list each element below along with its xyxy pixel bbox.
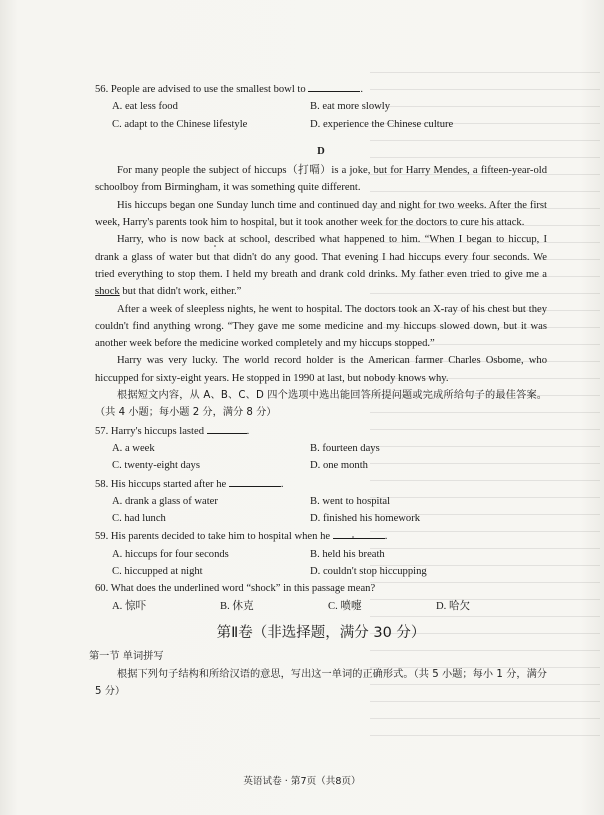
option: B. 休克 <box>220 600 254 612</box>
question-57: 57. Harry's hiccups lasted . <box>95 422 547 440</box>
q57-options-row-2 <box>95 457 547 474</box>
q59-options-row-2 <box>95 563 547 580</box>
underlined-word: shock <box>95 286 120 298</box>
answer-blank <box>333 527 385 539</box>
question-60: 60. What does the underlined word “shock” in this passage mean? <box>95 583 376 595</box>
passage-paragraph: Harry, who is now back at school, described what happened to him. “When I began to hiccup, I drank a glass of water but that didn't do any good. That evening I had hiccups every four seconds. We tried everything to stop them. I held my breath and drank cold drinks. My father even tried to give me a shock but that didn't work, either.” <box>95 234 547 298</box>
option: C. hiccupped at night <box>112 566 203 578</box>
q57-options-row-1 <box>95 440 547 457</box>
part-2-title: 第Ⅱ卷（非选择题，满分 30 分） <box>216 624 426 641</box>
section-letter: D <box>317 145 325 157</box>
option: C. twenty-eight days <box>112 460 200 472</box>
option: A. hiccups for four seconds <box>112 548 229 560</box>
option: A. 惊吓 <box>112 600 147 612</box>
section-instruction: 根据短文内容，从 A、B、C、D 四个选项中选出能回答所提问题或完成所给句子的最佳答案。（共 4 小题；每小题 2 分，满分 8 分） <box>95 390 547 419</box>
q56-options-row-1 <box>95 98 547 115</box>
option: B. eat more slowly <box>310 101 391 113</box>
option: C. had lunch <box>112 513 166 525</box>
question-56: 56. People are advised to use the smallest bowl to . <box>95 80 547 98</box>
option: D. couldn't stop hiccupping <box>310 566 427 578</box>
option: D. 哈欠 <box>436 600 471 612</box>
section-instruction: 根据下列句子结构和所给汉语的意思，写出这一单词的正确形式。（共 5 小题；每小 1 分，满分 5 分） <box>95 668 547 697</box>
q56-options-row-2 <box>95 116 547 133</box>
option: A. a week <box>112 442 155 454</box>
option: B. fourteen days <box>310 442 380 454</box>
answer-blank <box>308 80 360 92</box>
option: D. finished his homework <box>310 513 421 525</box>
passage-paragraph: Harry was very lucky. The world record holder is the American farmer Charles Osbome, who hiccupped for sixty-eight years. He stopped in 1990 at last, but nobody knows why. <box>95 355 547 384</box>
option: B. held his breath <box>310 548 385 560</box>
q58-options-row-1 <box>95 493 547 510</box>
answer-blank <box>207 422 247 434</box>
option: B. went to hospital <box>310 495 391 507</box>
option: D. one month <box>310 460 368 472</box>
section-heading: 第一节 单词拼写 <box>89 651 164 663</box>
page-footer: 英语试卷 · 第7页（共8页） <box>243 776 361 787</box>
option: C. 喷嚏 <box>328 600 362 612</box>
q58-options-row-2 <box>95 510 547 527</box>
passage-paragraph: His hiccups began one Sunday lunch time and continued day and night for two weeks. After the first week, Harry's parents took him to hospital, but it took another week for the doctors to cure his attack. <box>95 199 547 229</box>
option: A. eat less food <box>112 101 178 113</box>
passage-paragraph: For many people the subject of hiccups（打嗝）is a joke, but for Harry Mendes, a fifteen-year-old schoolboy from Birmingham, it was something quite different. <box>95 165 547 194</box>
option: C. adapt to the Chinese lifestyle <box>112 118 248 130</box>
question-59: 59. His parents decided to take him to hospital when he . <box>95 527 547 545</box>
question-58: 58. His hiccups started after he . <box>95 475 547 493</box>
option: A. drank a glass of water <box>112 495 218 507</box>
passage-paragraph: After a week of sleepless nights, he went to hospital. The doctors took an X-ray of his chest but they couldn't find anything wrong. “They gave me some medicine and my hiccups slowed down, but it was another week before the medicine worked completely and my hiccups stopped.” <box>95 303 547 350</box>
answer-blank <box>229 475 281 487</box>
q60-options <box>95 598 547 615</box>
q59-options-row-1 <box>95 546 547 563</box>
option: D. experience the Chinese culture <box>310 118 454 130</box>
page-content <box>89 80 547 700</box>
